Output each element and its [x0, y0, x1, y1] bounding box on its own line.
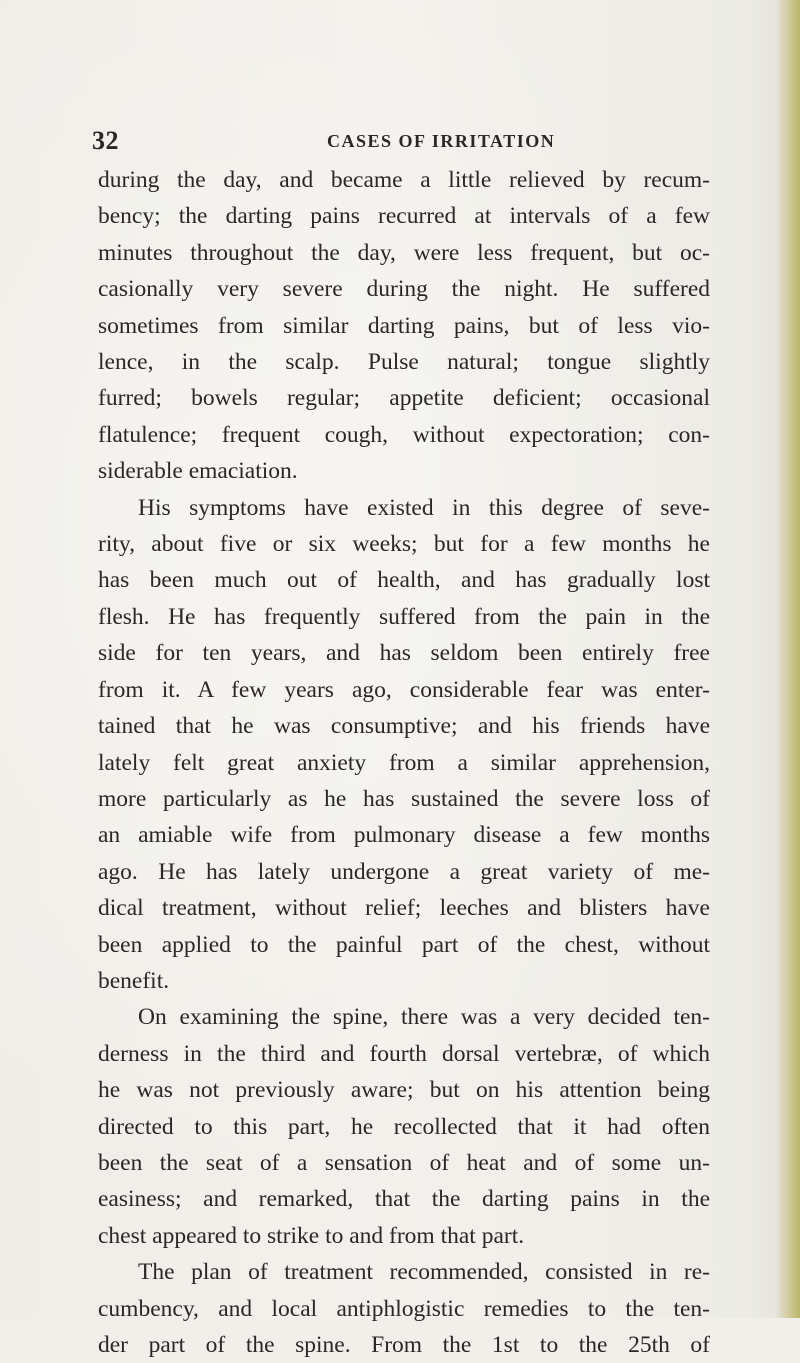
- text-line: The plan of treatment recommended, consisted in re-: [138, 1259, 710, 1286]
- text-line: flatulence; frequent cough, without expectoration; con-: [98, 421, 710, 448]
- page-number: 32: [92, 126, 119, 155]
- text-line: during the day, and became a little relieved by recum-: [98, 167, 710, 193]
- text-line: lence, in the scalp. Pulse natural; tongue slightly: [98, 349, 710, 376]
- text-line: he was not previously aware; but on his attention being: [98, 1077, 710, 1104]
- text-line: been the seat of a sensation of heat and of some un-: [98, 1149, 710, 1176]
- page-header: [92, 126, 712, 156]
- text-line: benefit.: [98, 967, 170, 994]
- text-line: side for ten years, and has seldom been entirely free: [98, 640, 710, 667]
- text-line: more particularly as he has sustained the severe loss of: [98, 785, 710, 812]
- text-line: bency; the darting pains recurred at intervals of a few: [98, 203, 710, 230]
- paragraph-1: [98, 162, 710, 490]
- text-line: directed to this part, he recollected that it had often: [98, 1113, 710, 1140]
- text-line: der part of the spine. From the 1st to the 25th of: [98, 1332, 710, 1358]
- text-line: casionally very severe during the night. He suffered: [98, 276, 710, 303]
- text-line: easiness; and remarked, that the darting pains in the: [98, 1186, 710, 1213]
- text-line: lately felt great anxiety from a similar apprehension,: [98, 749, 710, 776]
- text-line: rity, about five or six weeks; but for a few months he: [98, 531, 710, 558]
- text-line: been applied to the painful part of the chest, without: [98, 931, 710, 958]
- text-line: dical treatment, without relief; leeches and blisters have: [98, 895, 710, 922]
- text-line: sometimes from similar darting pains, but of less vio-: [98, 312, 710, 339]
- text-line: derness in the third and fourth dorsal vertebræ, of which: [98, 1040, 710, 1067]
- paragraph-2: [98, 490, 710, 1000]
- text-line: ago. He has lately undergone a great variety of me-: [98, 858, 710, 885]
- text-line: chest appeared to strike to and from that part.: [98, 1222, 525, 1249]
- text-line: an amiable wife from pulmonary disease a few months: [98, 822, 710, 849]
- body-text: [98, 162, 710, 1363]
- text-line: from it. A few years ago, considerable fear was enter-: [98, 676, 710, 703]
- text-line: On examining the spine, there was a very decided ten-: [138, 1004, 710, 1031]
- text-line: siderable emaciation.: [98, 458, 298, 485]
- text-line: His symptoms have existed in this degree of seve-: [138, 494, 710, 521]
- paragraph-4: [98, 1254, 710, 1363]
- text-line: flesh. He has frequently suffered from the pain in the: [98, 603, 710, 630]
- page-edge: [776, 0, 800, 1318]
- text-line: tained that he was consumptive; and his friends have: [98, 713, 710, 740]
- text-line: has been much out of health, and has gradually lost: [98, 567, 710, 594]
- text-line: minutes throughout the day, were less frequent, but oc-: [98, 239, 710, 266]
- text-line: furred; bowels regular; appetite deficient; occasional: [98, 385, 710, 412]
- running-head: CASES OF IRRITATION: [327, 131, 556, 151]
- paragraph-3: [98, 999, 710, 1254]
- text-line: cumbency, and local antiphlogistic remedies to the ten-: [98, 1295, 710, 1322]
